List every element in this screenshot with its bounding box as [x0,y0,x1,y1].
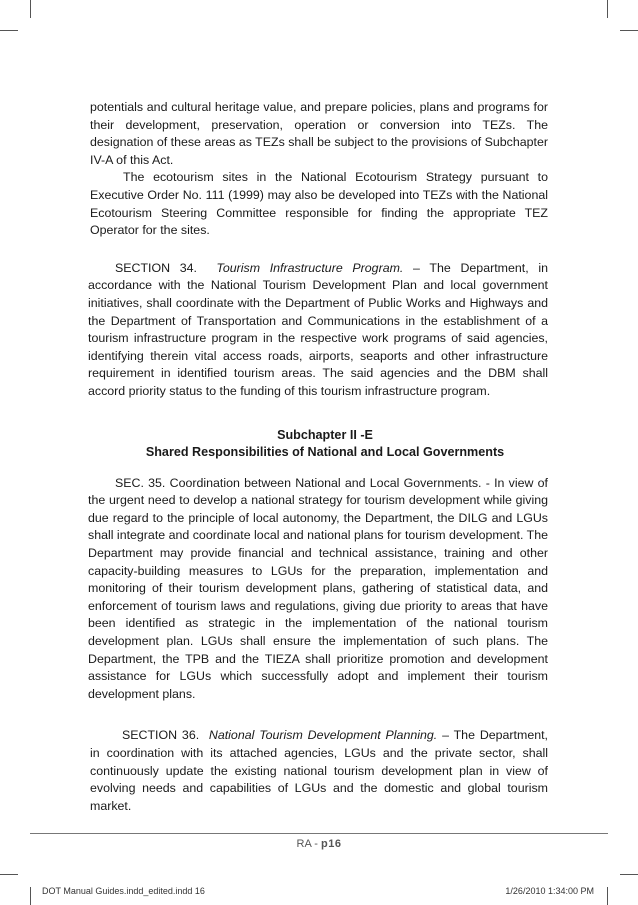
section-36 [90,727,548,815]
crop-mark [620,30,638,31]
subchapter-title: Subchapter II -E [277,427,373,442]
crop-mark [0,30,18,31]
paragraph-tez-designation: potentials and cultural heritage value, and prepare policies, plans and programs for their development, preservation, operation or conversion into TEZs. The designation of these areas as TEZs shall be subject to the provisions of Subchapter IV-A of this Act. [90,100,548,167]
section-35: SEC. 35. Coordination between National and Local Governments. - In view of the urgent need to develop a national strategy for tourism development while giving due regard to the principle of local autonomy, the Department, the DILG and LGUs shall integrate and coordinate local and national plans for tourism development. The Department may provide financial and technical assistance, training and other capacity-building measures to LGUs for the preparation, implementation and monitoring of their tourism development plans, gathering of statistical data, and enforcement of tourism laws and regulations, giving due priority to areas that have been identified as strategic in the implementation of the national tourism development plan. LGUs shall ensure the implementation of such plans. The Department, the TPB and the TIEZA shall prioritize promotion and development assistance for LGUs which successfully adopt and implement their tourism development plans. [88,475,548,701]
section-34-title: Tourism Infrastructure Program. [216,260,404,275]
timestamp-slug: 1/26/2010 1:34:00 PM [505,886,594,896]
section-34 [88,260,548,401]
section-34-body: – The Department, in accordance with the National Tourism Development Plan and local government initiatives, shall coordinate with the Department of Public Works and Highways and the Department of Transportation and Communications in the establishment of a tourism infrastructure program in the respective work programs of said agencies, identifying therein vital access roads, airports, seaports and other infrastructure requirement in identified tourism areas. The said agencies and the DBM shall accord priority status to the funding of this tourism infrastructure program. [88,260,548,398]
paragraph-ecotourism-sites: The ecotourism sites in the National Ecotourism Strategy pursuant to Executive Order No. 111 (1999) may also be developed into TEZs with the National Ecotourism Steering Committee responsible for finding the appropriate TEZ Operator for the sites. [90,170,548,238]
section-34-label: SECTION 34. [115,260,197,275]
crop-mark [0,874,18,875]
crop-mark [607,887,608,905]
section-36-body: – The Department, in coordination with its attached agencies, LGUs and the private sector, shall continuously update the existing national tourism development plan in view of evolving needs and capabilities of LGUs and the domestic and global tourism market. [90,728,548,813]
crop-mark [30,0,31,18]
file-slug: DOT Manual Guides.indd_edited.indd 16 [42,886,205,896]
crop-mark [620,874,638,875]
footer-page-number [0,838,638,850]
page-body [90,99,548,815]
crop-mark [30,887,31,905]
section-36-label: SECTION 36. [122,728,200,743]
section-36-title: National Tourism Development Planning. [208,728,438,743]
subchapter-heading [86,427,564,462]
footer-prefix: RA - [296,838,321,850]
subchapter-subtitle: Shared Responsibilities of National and Local Governments [145,445,505,460]
crop-mark [607,0,608,18]
page-number: p16 [320,838,342,850]
footer-rule [30,833,608,834]
